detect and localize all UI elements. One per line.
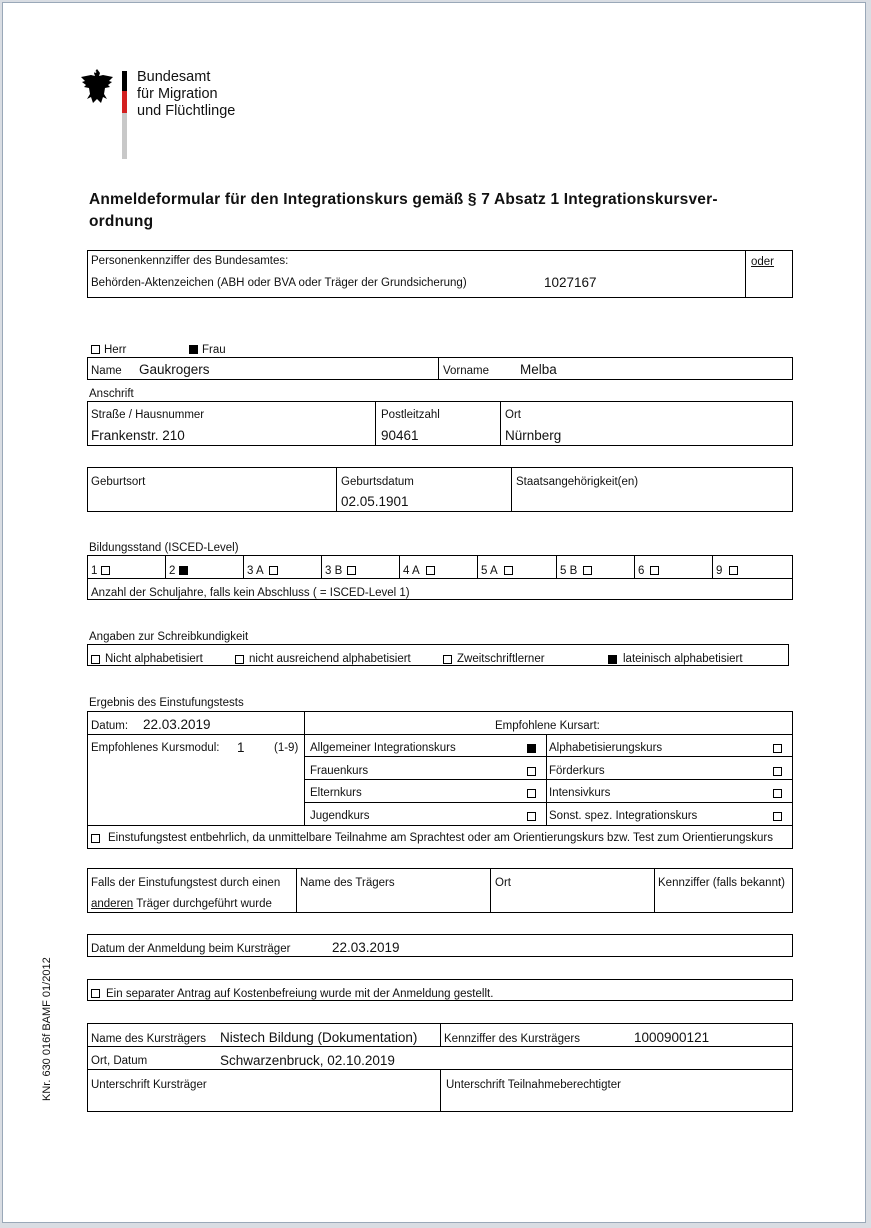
isced-level-3b-checkbox[interactable] xyxy=(347,566,356,575)
isced-level-9-checkbox[interactable] xyxy=(729,566,738,575)
isced-level-4a-checkbox[interactable] xyxy=(426,566,435,575)
nicht-ausreichend-checkbox[interactable] xyxy=(235,655,244,664)
personenkennziffer-label: Personenkennziffer des Bundesamtes: xyxy=(91,255,289,267)
isced-level-3a-label: 3 A xyxy=(247,565,264,577)
isced-level-9-label: 9 xyxy=(716,565,723,577)
strasse-value[interactable]: Frankenstr. 210 xyxy=(91,428,185,443)
schreibkundigkeit-label: Angaben zur Schreibkundigkeit xyxy=(89,631,249,643)
kennziffer-falls-bekannt-label: Kennziffer (falls bekannt) xyxy=(658,877,785,889)
ort-datum-value[interactable]: Schwarzenbruck, 02.10.2019 xyxy=(220,1053,395,1068)
logo-bar-black xyxy=(122,71,127,91)
kursart-label: Empfohlene Kursart: xyxy=(495,720,600,732)
isced-level-5b-label: 5 B xyxy=(560,565,578,577)
logo-line-1: Bundesamt xyxy=(137,69,211,85)
federal-eagle-logo-icon xyxy=(79,67,115,107)
anmeldung-datum-label: Datum der Anmeldung beim Kursträger xyxy=(91,943,291,955)
foerderkurs-checkbox[interactable] xyxy=(773,767,782,776)
name-des-traegers-label: Name des Trägers xyxy=(300,877,395,889)
anderer-traeger-line-2 xyxy=(91,897,272,911)
isced-level-3a-checkbox[interactable] xyxy=(269,566,278,575)
sonst-spez-kurs-label: Sonst. spez. Integrationskurs xyxy=(549,810,698,822)
nicht-alphabetisiert-label: Nicht alphabetisiert xyxy=(105,653,203,665)
frau-checkbox[interactable] xyxy=(189,345,198,354)
herr-label: Herr xyxy=(104,344,127,356)
plz-value[interactable]: 90461 xyxy=(381,428,419,443)
alphabetisierungskurs-label: Alphabetisierungskurs xyxy=(549,742,663,754)
name-value[interactable]: Gaukrogers xyxy=(139,362,210,377)
frauenkurs-label: Frauenkurs xyxy=(310,765,369,777)
elternkurs-checkbox[interactable] xyxy=(527,789,536,798)
isced-level-5a-label: 5 A xyxy=(481,565,498,577)
kurstraeger-name-label: Name des Kursträgers xyxy=(91,1033,207,1045)
aktenzeichen-label: Behörden-Aktenzeichen (ABH oder BVA oder Träger der Grundsicherung) xyxy=(91,277,467,289)
isced-level-3b-label: 3 B xyxy=(325,565,343,577)
anderer-traeger-line-1: Falls der Einstufungstest durch einen xyxy=(91,877,281,889)
anmeldung-datum-value[interactable]: 22.03.2019 xyxy=(332,940,400,955)
isced-level-5a-checkbox[interactable] xyxy=(504,566,513,575)
geburtsdatum-value[interactable]: 02.05.1901 xyxy=(341,494,409,509)
lateinisch-checkbox[interactable] xyxy=(608,655,617,664)
zweitschriftlerner-checkbox[interactable] xyxy=(443,655,452,664)
oder-label: oder xyxy=(751,256,775,268)
form-title-line-1: Anmeldeformular für den Integrationskurs gemäß § 7 Absatz 1 Integrationskursver- xyxy=(89,191,718,208)
aktenzeichen-value[interactable]: 1027167 xyxy=(544,275,597,290)
strasse-label: Straße / Hausnummer xyxy=(91,409,205,421)
herr-checkbox[interactable] xyxy=(91,345,100,354)
plz-label: Postleitzahl xyxy=(381,409,440,421)
geburtsort-label: Geburtsort xyxy=(91,476,146,488)
kursmodul-value[interactable]: 1 xyxy=(237,740,245,755)
isced-level-4a-label: 4 A xyxy=(403,565,420,577)
vorname-value[interactable]: Melba xyxy=(520,362,557,377)
geburtsdatum-label: Geburtsdatum xyxy=(341,476,414,488)
form-page xyxy=(2,2,866,1223)
testdatum-value[interactable]: 22.03.2019 xyxy=(143,717,211,732)
geburt-box xyxy=(87,467,793,512)
name-label: Name xyxy=(91,365,122,377)
unterschrift-kurstraeger-label: Unterschrift Kursträger xyxy=(91,1079,207,1091)
frauenkurs-checkbox[interactable] xyxy=(527,767,536,776)
anderen-underlined: anderen xyxy=(91,898,134,910)
einstufungstest-label: Ergebnis des Einstufungstests xyxy=(89,697,244,709)
alphabetisierungskurs-checkbox[interactable] xyxy=(773,744,782,753)
zweitschriftlerner-label: Zweitschriftlerner xyxy=(457,653,545,665)
isced-level-1-checkbox[interactable] xyxy=(101,566,110,575)
einstufungstest-entbehrlich-checkbox[interactable] xyxy=(91,834,100,843)
isced-level-5b-checkbox[interactable] xyxy=(583,566,592,575)
jugendkurs-checkbox[interactable] xyxy=(527,812,536,821)
anschrift-label: Anschrift xyxy=(89,388,134,400)
isced-level-1-label: 1 xyxy=(91,565,98,577)
logo-line-3: und Flüchtlinge xyxy=(137,103,236,119)
ort-label: Ort xyxy=(505,409,521,421)
allgemeiner-kurs-checkbox[interactable] xyxy=(527,744,536,753)
isced-level-2-label: 2 xyxy=(169,565,176,577)
isced-level-6-label: 6 xyxy=(638,565,645,577)
staatsangehoerigkeit-label: Staatsangehörigkeit(en) xyxy=(516,476,639,488)
allgemeiner-kurs-label: Allgemeiner Integrationskurs xyxy=(310,742,456,754)
isced-level-6-checkbox[interactable] xyxy=(650,566,659,575)
schuljahre-label: Anzahl der Schuljahre, falls kein Abschluss ( = ISCED-Level 1) xyxy=(91,587,410,599)
sonst-spez-kurs-checkbox[interactable] xyxy=(773,812,782,821)
kostenbefreiung-checkbox[interactable] xyxy=(91,989,100,998)
nicht-ausreichend-label: nicht ausreichend alphabetisiert xyxy=(249,653,411,665)
testdatum-label: Datum: xyxy=(91,720,129,732)
foerderkurs-label: Förderkurs xyxy=(549,765,605,777)
kurstraeger-kennziffer-value[interactable]: 1000900121 xyxy=(634,1030,710,1045)
vorname-label: Vorname xyxy=(443,365,490,377)
frau-label: Frau xyxy=(202,344,226,356)
nicht-alphabetisiert-checkbox[interactable] xyxy=(91,655,100,664)
form-number-side-text: KNr. 630 016f BAMF 01/2012 xyxy=(41,957,53,1101)
kursmodul-label: Empfohlenes Kursmodul: xyxy=(91,742,220,754)
kursmodul-range: (1-9) xyxy=(274,742,299,754)
intensivkurs-label: Intensivkurs xyxy=(549,787,611,799)
elternkurs-label: Elternkurs xyxy=(310,787,362,799)
intensivkurs-checkbox[interactable] xyxy=(773,789,782,798)
jugendkurs-label: Jugendkurs xyxy=(310,810,370,822)
kurstraeger-kennziffer-label: Kennziffer des Kursträgers xyxy=(444,1033,580,1045)
logo-bar-gray xyxy=(122,113,127,159)
lateinisch-label: lateinisch alphabetisiert xyxy=(623,653,743,665)
ort-value[interactable]: Nürnberg xyxy=(505,428,562,443)
kostenbefreiung-label: Ein separater Antrag auf Kostenbefreiung wurde mit der Anmeldung gestellt. xyxy=(106,988,494,1000)
logo-line-2: für Migration xyxy=(137,86,218,102)
isced-level-2-checkbox[interactable] xyxy=(179,566,188,575)
ort-datum-label: Ort, Datum xyxy=(91,1055,148,1067)
bildungsstand-label: Bildungsstand (ISCED-Level) xyxy=(89,542,239,554)
logo-bar-red xyxy=(122,91,127,113)
einstufungstest-entbehrlich-label: Einstufungstest entbehrlich, da unmittelbare Teilnahme am Sprachtest oder am Orientierungskurs bzw. Test zum Orientierungskurs xyxy=(108,832,773,844)
anderer-traeger-line-2-rest: Träger durchgeführt wurde xyxy=(133,898,272,910)
anderer-ort-label: Ort xyxy=(495,877,511,889)
unterschrift-teilnehmer-label: Unterschrift Teilnahmeberechtigter xyxy=(446,1079,621,1091)
form-title-line-2: ordnung xyxy=(89,213,154,230)
kurstraeger-name-value[interactable]: Nistech Bildung (Dokumentation) xyxy=(220,1030,418,1045)
